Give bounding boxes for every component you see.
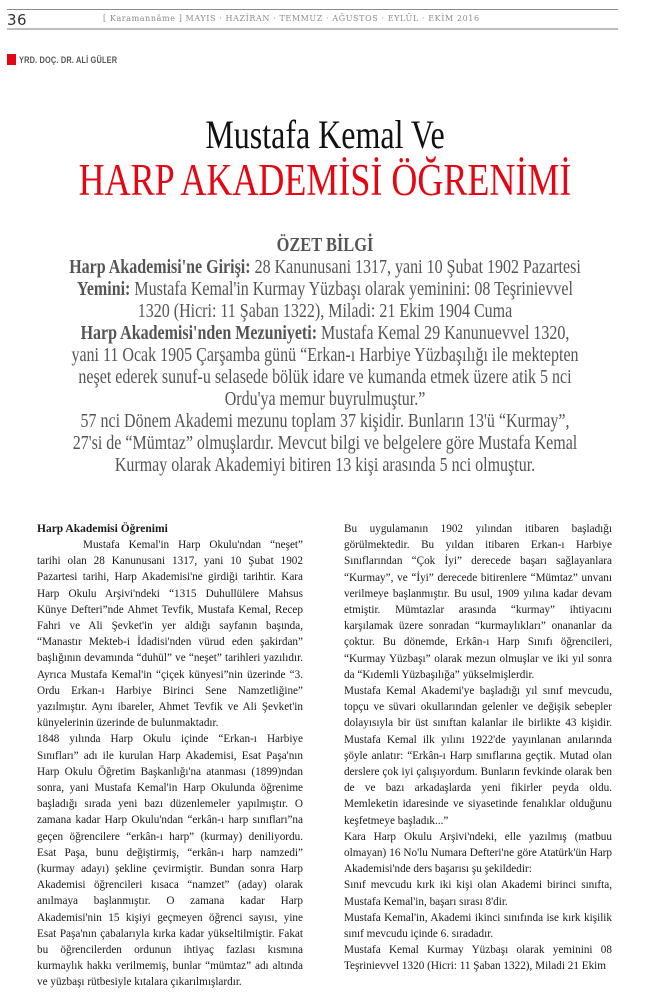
paragraph: Bu uygulamanın 1902 yılından itibaren başladığı görülmektedir. Bu yıldan itibaren Erkan-ı Harbiye Sınıflarından “Çok İyi” derecede başarı sağlayanlara “Kurmay”, ve “İyi” derecede bitirenlere “Mümtaz” unvanı verilmeye başlanmıştır. Bu usul, 1909 yılına kadar devam etmiştir. Mümtazlar arasında “kurmay” ihtiyacını karşılamak üzere sonradan “kurmaylıkları” onananlar da çoktur. Bu dönemde, Erkân-ı Harp Sınıfı öğrencileri, “Kurmay Yüzbaşı” olarak mezun olmuşlar ve iki yıl sonra da “Kıdemli Yüzbaşılığa” yükselmişlerdir. <box>344 523 612 681</box>
summary-oath <box>65 278 585 300</box>
summary-entry-text: 28 Kanunusani 1317, yani 10 Şubat 1902 Pazartesi <box>250 256 581 278</box>
red-square-marker <box>7 54 16 65</box>
body-columns <box>37 521 612 991</box>
summary-graduation-label: Harp Akademisi'nden Mezuniyeti: <box>80 322 318 344</box>
page-number: 36 <box>7 11 28 29</box>
summary-stats-2: 27'si de “Mümtaz” olmuşlardır. Mevcut bilgi ve belgelere göre Mustafa Kemal <box>72 432 578 454</box>
summary-heading: ÖZET BİLGİ <box>276 234 374 256</box>
summary-graduation-cont-1: yani 11 Ocak 1905 Çarşamba günü “Erkan-ı Harbiye Yüzbaşılığı ile mektepten <box>71 344 579 366</box>
summary-box <box>0 234 650 476</box>
paragraph: Mustafa Kemal'in Harp Okulu'ndan “neşet” tarihi olan 28 Kanunusani 1317, yani 10 Şubat 1902 Pazartesi tarihi, Harp Akademisi'ne girdiği tarihtir. Kara Harp Okulu Arşivi'ndeki “1315 Duhullülere Mahsus Künye Defteri”nde Ahmet Tevfik, Mustafa Kemal, Recep Fahri ve Ali Şevket'in yer aldığı sayfanın başında, “Manastır Mekteb-i İdadisi'nden vürud eden şakirdan” başlığının devamında “duhül” ve “neşet” tarihleri yazılıdır. Ayrıca Mustafa Kemal'in “çiçek künyesi”nin üzerinde “3. Ordu Erkan-ı Harbiye Birinci Sene Namzetliğine” yazılmıştır. Aynı ibareler, Ahmet Tevfik ve Ali Şevket'in künyelerinin üzerinde de bulunmaktadır. <box>37 539 303 730</box>
paragraph: 1848 yılında Harp Okulu içinde “Erkan-ı Harbiye Sınıfları” adı ile kurulan Harp Akademisi, Esat Paşa'nın Harp Okulu Öğretim Başkanlığı'na atanması (1899)ndan sonra, yani Mustafa Kemal'in Harp Okulunda öğrenime başladığı sırada yeni bazı düzenlemeler yapılmıştır. O zamana kadar Harp Okulu'ndan “erkân-ı harp sınıfları”na geçen öğrencilere “erkân-ı harp” (kurmay) deniliyordu. Esat Paşa, bunu değiştirmiş, “erkân-ı harp namzedi” (kurmay adayı) şekline çevirmiştir. Bundan sonra Harp Akademisi öğrencileri kısaca “namzet” (aday) olarak anılmaya başlanmıştır. O zamana kadar Harp Akademisi'nin 15 kişiyi geçmeyen öğrenci sayısı, yine Esat Paşa'nın çabalarıyla kırka kadar yükseltilmiştir. Fakat bu öğrencilerden ordunun ihtiyaç fazlası kısmına kurmaylık hakkı verilmemiş, bunlar “mümtaz” adı altında ve yüzbaşı rütbesiyle kıtalara çıkarılmışlardır. <box>37 733 303 989</box>
paragraph: Mustafa Kemal Akademi'ye başladığı yıl sınıf mevcudu, topçu ve süvari okullarından gelenler ve değişik sebepler dolayısıyla bir üst sınıftan kalanlar ile birlikte 43 kişidir. Mustafa Kemal ilk yılını 1922'de yayınlanan anılarında şöyle anlatır: “Erkân-ı Harp sınıflarına geçtik. Mutad olan derslere çok iyi çalışıyordum. Bunların fevkinde olarak ben de ve bazı arkadaşlarda yeni fikirler peyda oldu. Memleketin idaresinde ve siyasetinde fenalıklar olduğunu keşfetmeye başladık...” <box>344 685 612 827</box>
summary-graduation-cont-2: neşet ederek sunuf-u selasede bölük idare ve kumanda etmek üzere atik 5 nci <box>78 366 572 388</box>
summary-entry-label: Harp Akademisi'ne Girişi: <box>69 256 251 278</box>
summary-oath-cont: 1320 (Hicri: 11 Şaban 1322), Miladi: 21 Ekim 1904 Cuma <box>137 300 513 322</box>
summary-entry <box>65 256 585 278</box>
author-byline <box>7 54 139 65</box>
running-head: [ Karamannâme ] MAYIS · HAZİRAN · TEMMUZ · AĞUSTOS · EYLÜL · EKİM 2016 <box>103 14 480 23</box>
summary-stats-1: 57 nci Dönem Akademi mezunu toplam 37 kişidir. Bunların 13'ü “Kurmay”, <box>80 410 570 432</box>
paragraph: Kara Harp Okulu Arşivi'ndeki, elle yazılmış (matbuu olmayan) 16 No'lu Numara Defteri'ne göre Atatürk'ün Harp Akademisi'nde ders başarısı şu şekildedir: <box>344 830 612 876</box>
article-title-line-1: Mustafa Kemal Ve <box>205 112 445 157</box>
summary-graduation <box>65 322 585 344</box>
header-rule-bottom <box>7 28 618 30</box>
summary-stats-3: Kurmay olarak Akademiyi bitiren 13 kişi arasında 5 nci olmuştur. <box>114 454 536 476</box>
paragraph: Sınıf mevcudu kırk iki kişi olan Akademi birinci sınıfta, Mustafa Kemal'in, başarı sırası 8'dir. <box>344 879 612 908</box>
left-column <box>37 521 303 991</box>
section-heading: Harp Akademisi Öğrenimi <box>37 523 168 535</box>
right-column <box>344 521 612 991</box>
header-rule-top <box>7 9 618 10</box>
paragraph: Mustafa Kemal Kurmay Yüzbaşı olarak yeminini 08 Teşrinievvel 1320 (Hicri: 11 Şaban 1322), Miladi 21 Ekim <box>344 944 612 973</box>
summary-oath-label: Yemini: <box>77 278 131 300</box>
paragraph: Mustafa Kemal'in, Akademi ikinci sınıfında ise kırk kişilik sınıf mevcudu içinde 6. sıradadır. <box>344 911 612 941</box>
article-title-line-2: HARP AKADEMİSİ ÖĞRENİMİ <box>78 155 572 205</box>
author-name: YRD. DOÇ. DR. ALİ GÜLER <box>19 54 118 65</box>
summary-graduation-cont-3: Ordu'ya memur buyrulmuştur.” <box>224 388 426 410</box>
summary-graduation-text: Mustafa Kemal 29 Kanunuevvel 1320, <box>317 322 570 344</box>
summary-oath-text: Mustafa Kemal'in Kurmay Yüzbaşı olarak yeminini: 08 Teşrinievvel <box>130 278 573 300</box>
